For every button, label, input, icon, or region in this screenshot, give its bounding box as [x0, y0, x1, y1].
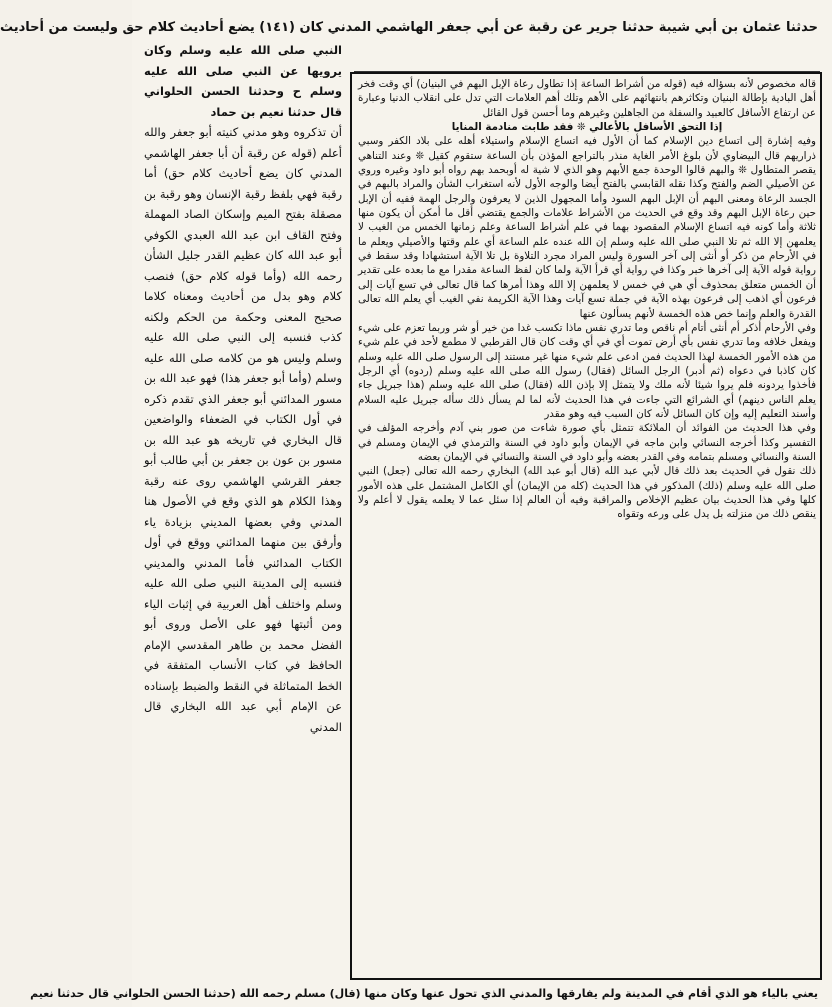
side-paragraph: أن تذكروه وهو مدني كنيته أبو جعفر والله أعلم (قوله عن رقبة أن أبا جعفر الهاشمي المدني كان يضع أحاديث كلام حق) أما رقبة فهي بلفظ رقبة الإنسان وهو رقبة بن مصقلة بفتح الميم وإسكان الصاد المهملة وفتح القاف ابن عبد الله العبدي الكوفي أبو عبد الله كان عظيم القدر جليل الشأن رحمه الله (وأما قوله كلام حق) فنصب كلام وهو بدل من أحاديث ومعناه كلاما صحيح المعنى وحكمة من الحكم ولكنه كذب فنسبه إلى النبي صلى الله عليه وسلم وليس هو من كلامه صلى الله عليه وسلم (وأما أبو جعفر هذا) فهو عبد الله بن مسور المدائني أبو جعفر الذي تقدم ذكره في أول الكتاب في الضعفاء والواضعين قال البخاري في تاريخه هو عبد الله بن مسور بن عون بن جعفر بن أبي طالب أبو جعفر القرشي الهاشمي روى عنه رقبة وهذا الكلام هو الذي وقع في الأصول هنا المدني وفي بعضها المديني بزيادة ياء وأرفق بين منهما المدائني ووقع في أول الكتاب المدائني فأما المدني والمديني فنسبه إلى المدينة النبي صلى الله عليه وسلم واختلف أهل العربية في إثبات الياء ومن أثبتها فهو على الأصل وروى أبو الفضل محمد بن طاهر المقدسي الإمام الحافظ في كتاب الأنساب المتفقة في الخط المتماثلة في النقط والضبط بإسناده عن الإمام أبي عبد الله البخاري قال المدني [144, 125, 342, 734]
commentary-paragraph: ذلك نقول في الحديث بعد ذلك قال لأبي عبد الله (قال أبو عبد الله) البخاري رحمه الله تعالى (جعل) النبي صلى الله عليه وسلم (ذلك) المذكور في هذا الحديث (كله من الإيمان) أي الكامل المشتمل على هذه الأمور كلها وفي هذا الحديث بيان عظيم الإخلاص والمراقبة وفيه أن العالم إذا سئل عما لا يعلمه يقول لا أعلم ولا ينقص ذلك من منزلته بل يدل على ورعه وتقواه [358, 465, 816, 521]
commentary-paragraph: وفي هذا الحديث من الفوائد أن الملائكة تتمثل بأي صورة شاءت من صور بني آدم وأخرجه المؤلف في التفسير وكذا أخرجه النسائي وابن ماجه في الإيمان وأبو داود في السنة والترمذي في الإيمان ومسلم في السنة والنسائي ومسلم بتمامه وفي القدر بعضه وأبو داود في السنة والنسائي في الإيمان بعضه [358, 422, 816, 463]
page-header-line: حدثنا عثمان بن أبي شيبة حدثنا جرير عن رقبة عن أبي جعفر الهاشمي المدني كان (١٤١) يضع أحاديث كلام حق وليست من أحاديث [0, 20, 818, 35]
commentary-paragraph: وفي الأرحام أذكر أم أنثى أتام أم ناقص وما تدري نفس ماذا تكسب غدا من خير أو شر وربما تعزم على شيء ويفعل خلافه وما تدري نفس بأي أرض تموت أي في أي وقت كان قال القرطبي لا مطمع لأحد في علم شيء من هذه الأمور الخمسة لهذا الحديث فمن ادعى علم شيء منها غير مستند إلى الرسول صلى الله عليه وسلم كان كاذبا في دعواه (ثم أدبر) الرجل السائل (فقال) رسول الله صلى الله عليه وسلم (ردوه) أي الرجل فأخذوا يردونه فلم يروا شيئا لأنه ملك ولا يتمثل إلا بإذن الله (فقال) صلى الله عليه وسلم (هذا جبريل جاء يعلم الناس دينهم) أي الشرائع التي جاءت في هذا الحديث لأنه لما لم يسأل ذلك سأله جبريل عليه السلام وأسند التعليم إليه وإن كان السائل لأنه كان السبب فيه وهو مقدر [358, 321, 816, 420]
verse-line: إذا التحق الأسافل بالأعالي ❊ فقد طابت منادمة المنايا [451, 121, 723, 134]
side-margin-column [144, 40, 342, 980]
main-commentary-column [358, 77, 816, 975]
side-paragraph: النبي صلى الله عليه وسلم وكان يرويها عن النبي صلى الله عليه وسلم ح وحدثنا الحسن الحلواني قال حدثنا نعيم بن حماد [144, 43, 342, 119]
commentary-paragraph: قاله مخصوص لأنه بسؤاله فيه (قوله من أشراط الساعة إذا تطاول رعاة الإبل البهم في البنيان) أي وقت فخر أهل البادية بإطالة البنيان وتكاثرهم بانتهائهم على الأهم وتلك أهم العلامات التي تدل على انقلاب الدنيا وعبارة عن ارتفاع الأسافل كالعبيد والسفلة من الجاهلين وغيرهم وما أحسن قول القائل [358, 78, 816, 119]
commentary-paragraph: وفيه إشارة إلى اتساع دين الإسلام كما أن الأول فيه اتساع الإسلام واستيلاء أهله على بلاد الكفر وسبي ذراريهم قال البيضاوي لأن بلوغ الأمر الغاية منذر بالتراجع المؤذن بأن الساعة ستقوم كقيل ❊ وعند التناهي يقصر المتطاول ❊ والبهم قالوا الوحدة جمع الأبهم وهو الذي لا شية له أوبحمد بهم رواه أبو داود وغيره وروي عن الأصيلي الضم والفتح وكذا نقله القابسي بالفتح أيضا والوجه الأول لأنه استغراب الشأن والمراد بالبهم في الجسد الرعاة ومعنى البهم أن الإبل البهم السود وأما المجهول الذين لا يعرفون والرجل الهمة ففيه أن الإبل حين رعاة الإبل البهم وقد وقع في الحديث من الأشراط علامات والجمع يقتضي أقل ما أمكن أن يكون منها ثلاثة وأما كونه فيه اتساع الإسلام المقصود بهما في علم أشراط الساعة وعلم زمانها الخمس من الغيب لا يعلمهن إلا الله ثم تلا النبي صلى الله عليه وسلم إن الله عنده علم الساعة أي علم وقتها والأصيلي ويعلم ما في الأرحام من ذكر أو أنثى إلى آخر السورة وليس المراد مجرد التلاوة بل تلا الآية استشهادا وقد سقط في رواية قوله الآية إلى آخرها خبر وكذا في رواية أي قرأ الآية ولما كان لفظ الساعة مقدرا مع ما بعده على تقدير أن الخمس متعلق بمحذوف أي هي في خمس لا يعلمهن إلا الله وهذا أمرها كما قال تعالى في تسع آيات إلى فرعون أي اذهب إلى فرعون بهذه الآية في جملة تسع آيات وهذا الآية الكريمة نفي الغيب أي يعلم الله تعالى القدرة والعلم وإنما خص هذه الخمسة لأنهم يسألون عنها [358, 135, 816, 320]
page-footer-line: يعني بالياء هو الذي أقام في المدينة ولم يفارقها والمدني الذي تحول عنها وكان منها (قال) مسلم رحمه الله (حدثنا الحسن الحلواني قال حدثنا نعيم [30, 987, 818, 1000]
